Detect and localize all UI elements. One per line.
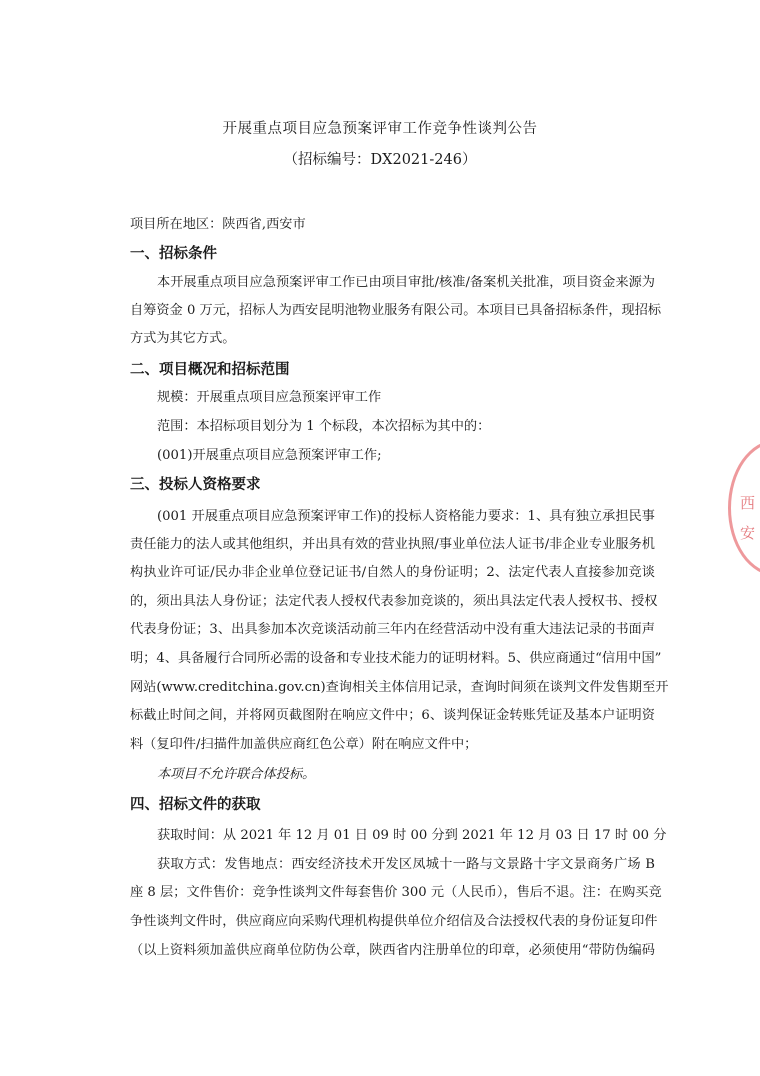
section-heading-1: 一、招标条件 [130,246,217,262]
paragraph-line: 构执业许可证/民办非企业单位登记证书/自然人的身份证明；2、法定代表人直接参加竞谈 [130,565,655,580]
paragraph-line: 本开展重点项目应急预案评审工作已由项目审批/核准/备案机关批准，项目资金来源为 [157,275,655,290]
range-text: 范围：本招标项目划分为 1 个标段，本次招标为其中的： [157,419,491,434]
paragraph-line: 自筹资金 0 万元，招标人为西安昆明池物业服务有限公司。本项目已具备招标条件，现招标 [130,303,662,318]
paragraph-line: 方式为其它方式。 [130,331,236,346]
paragraph-line: 获取方式：发售地点：西安经济技术开发区凤城十一路与文景路十字文景商务广场 B [157,857,655,872]
section-heading-2: 二、项目概况和招标范围 [130,362,290,378]
paragraph-line: 料（复印件/扫描件加盖供应商红色公章）附在响应文件中； [130,737,478,752]
paragraph-line: （以上资料须加盖供应商单位防伪公章，陕西省内注册单位的印章，必须使用“带防伪编码 [130,943,655,958]
paragraph-line: 座 8 层；文件售价：竞争性谈判文件每套售价 300 元（人民币），售后不退。注：在购买竞 [130,885,662,900]
section-heading-4: 四、招标文件的获取 [130,797,261,813]
seal-char: 西 [740,494,756,512]
paragraph-line: 标截止时间之间，并将网页截图附在响应文件中；6、谈判保证金转账凭证及基本户证明资 [130,708,655,723]
paragraph-line: 明；4、具备履行合同所必需的设备和专业技术能力的证明材料。5、供应商通过“信用中国” [130,651,662,666]
paragraph-line: (001 开展重点项目应急预案评审工作)的投标人资格能力要求：1、具有独立承担民事 [157,509,655,524]
paragraph-line: 网站(www.creditchina.gov.cn)查询相关主体信用记录，查询时间须在谈判文件发售期至开 [130,680,669,695]
section-heading-3: 三、投标人资格要求 [130,477,261,493]
consortium-note: 本项目不允许联合体投标。 [157,767,316,782]
lot-text: (001)开展重点项目应急预案评审工作; [157,448,382,463]
paragraph-line: 代表身份证；3、出具参加本次竞谈活动前三年内在经营活动中没有重大违法记录的书面声 [130,622,655,637]
seal-char: 安 [740,524,756,542]
document-title: 开展重点项目应急预案评审工作竞争性谈判公告 [222,121,538,137]
paragraph-line: 责任能力的法人或其他组织，并出具有效的营业执照/事业单位法人证书/非企业专业服务机 [130,537,655,552]
paragraph-line: 的，须出具法人身份证；法定代表人授权代表参加竞谈的，须出具法定代表人授权书、授权 [130,594,658,609]
project-location: 项目所在地区：陕西省,西安市 [130,217,306,232]
acquisition-time: 获取时间：从 2021 年 12 月 01 日 09 时 00 分到 2021 年 12 月 03 日 17 时 00 分 [157,828,667,843]
tender-number: （招标编号：DX2021-246） [283,152,477,168]
scale-text: 规模：开展重点项目应急预案评审工作 [157,390,382,405]
paragraph-line: 争性谈判文件时，供应商应向采购代理机构提供单位介绍信及合法授权代表的身份证复印件 [130,914,658,929]
